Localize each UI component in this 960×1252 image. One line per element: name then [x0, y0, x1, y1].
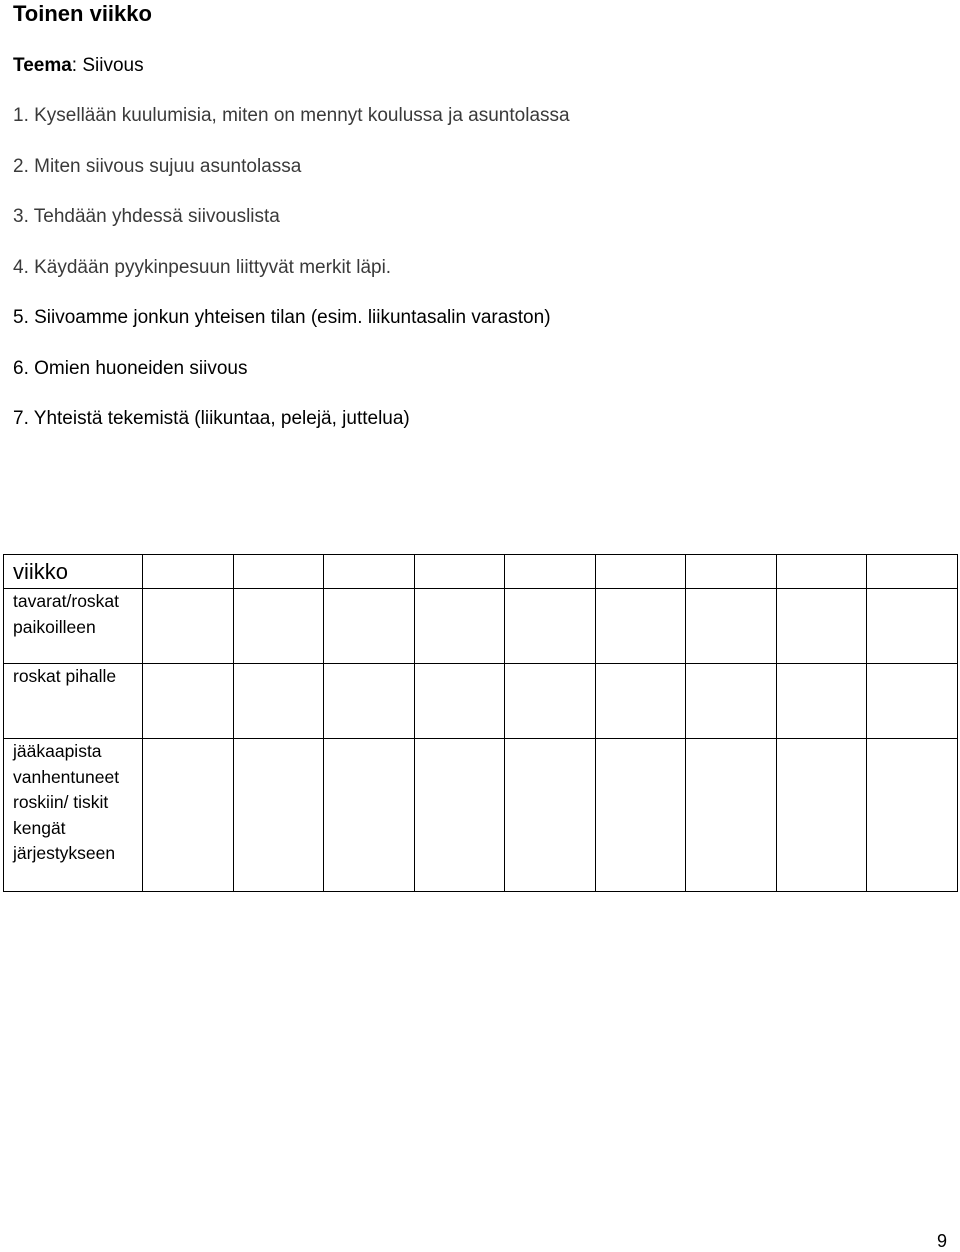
- table-cell: [233, 589, 324, 664]
- table-cell: [776, 739, 867, 892]
- table-cell: [686, 739, 777, 892]
- page-title: Toinen viikko: [13, 1, 152, 26]
- table-header-label: [4, 555, 143, 589]
- step-item: 4. Käydään pyykinpesuun liittyvät merkit läpi.: [13, 256, 392, 278]
- row-label: [4, 664, 143, 739]
- step-item: 5. Siivoamme jonkun yhteisen tilan (esim. liikuntasalin varaston): [13, 307, 551, 328]
- table-cell: [867, 739, 958, 892]
- table-cell: [867, 589, 958, 664]
- table-cell: [595, 664, 686, 739]
- week-label: viikko: [13, 559, 69, 584]
- table-cell: [414, 555, 505, 589]
- page-number: 9: [936, 1231, 947, 1251]
- table-cell: [867, 664, 958, 739]
- theme-label: Teema: [13, 55, 72, 76]
- step-item: 3. Tehdään yhdessä siivouslista: [13, 206, 280, 227]
- task-label: jääkaapista vanhentuneet roskiin/ tiskit kengät järjestykseen: [13, 741, 120, 863]
- step-item: 6. Omien huoneiden siivous: [13, 357, 248, 379]
- table-cell: [143, 589, 234, 664]
- steps-list: [13, 104, 570, 458]
- row-label: [4, 739, 143, 892]
- table-cell: [505, 739, 596, 892]
- theme-line: [13, 54, 144, 78]
- table-cell: [776, 589, 867, 664]
- table-cell: [414, 739, 505, 892]
- table-cell: [233, 664, 324, 739]
- table-cell: [505, 555, 596, 589]
- table-row: [4, 664, 958, 739]
- table-cell: [595, 589, 686, 664]
- cleaning-schedule-table: [3, 554, 958, 892]
- table-row: [4, 555, 958, 589]
- table-cell: [324, 664, 415, 739]
- table-row: [4, 739, 958, 892]
- table-row: [4, 589, 958, 664]
- table-cell: [324, 589, 415, 664]
- table-cell: [776, 555, 867, 589]
- table-cell: [143, 555, 234, 589]
- table-cell: [143, 664, 234, 739]
- theme-value: Siivous: [77, 55, 144, 76]
- table-cell: [867, 555, 958, 589]
- table-cell: [324, 739, 415, 892]
- table-cell: [414, 589, 505, 664]
- task-label: roskat pihalle: [13, 666, 117, 686]
- table-cell: [686, 664, 777, 739]
- table-cell: [686, 589, 777, 664]
- task-label: tavarat/roskat paikoilleen: [13, 591, 120, 637]
- table-cell: [233, 739, 324, 892]
- table-cell: [505, 589, 596, 664]
- step-item: 7. Yhteistä tekemistä (liikuntaa, pelejä, juttelua): [13, 408, 410, 429]
- table-cell: [233, 555, 324, 589]
- table-cell: [776, 664, 867, 739]
- table-cell: [686, 555, 777, 589]
- table-cell: [595, 739, 686, 892]
- theme-separator: :: [71, 55, 78, 76]
- table-cell: [595, 555, 686, 589]
- table-cell: [143, 739, 234, 892]
- step-item: 1. Kysellään kuulumisia, miten on mennyt koulussa ja asuntolassa: [13, 105, 570, 126]
- row-label: [4, 589, 143, 664]
- table-cell: [505, 664, 596, 739]
- step-item: 2. Miten siivous sujuu asuntolassa: [13, 155, 302, 177]
- table-cell: [414, 664, 505, 739]
- table-cell: [324, 555, 415, 589]
